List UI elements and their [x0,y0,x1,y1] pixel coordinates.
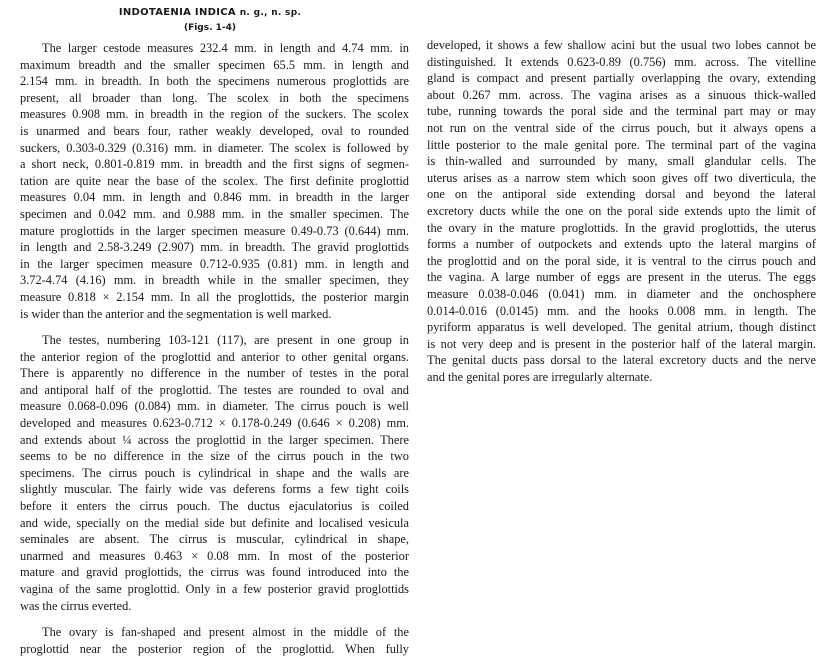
paragraph [427,37,816,385]
species-title [0,6,420,20]
text-line: 2.154 mm. in breadth. In both the specimens numerous proglottids are [20,74,409,89]
text-line: mature and gravid proglottids, the cirrus was found introduced into the [20,565,409,580]
text-line: and antiporal half of the proglottid. The testes are rounded to oval and [20,382,409,397]
text-line: proglottid near the posterior region of the proglottid. When fully [20,641,409,656]
text-line: The larger cestode measures 232.4 mm. in length and 4.74 mm. in [42,41,409,55]
text-line: little posterior to the male genital pore. The terminal part of the vagina [427,137,816,152]
text-line: gland is compact and present partially overlapping the ovary, extending [427,71,816,86]
text-line: There is apparently no difference in the number of testes in the poral [20,366,409,381]
text-line: measure 0.068-0.096 (0.084) mm. in diameter. The cirrus pouch is well [20,399,409,414]
left-text-column [20,40,409,667]
text-line: not run on the ventral side of the cirrus pouch, but it always opens a [427,120,816,135]
text-line: forms a number of outpockets and extends upto the lateral margins of [427,237,816,252]
text-line: developed, it shows a few shallow acini but the usual two lobes cannot be [427,38,816,52]
text-line: The ovary is fan-shaped and present almost in the middle of the [42,625,409,640]
text-line: and wide, specially on the medial side but definite and localised vesicula [20,515,409,530]
text-line: measures 0.04 mm. in length and 0.846 mm. in breadth in the larger [20,190,409,205]
text-line: 0.014-0.016 (0.0145) mm. and the hooks 0.008 mm. in length. The [427,303,816,318]
right-text-column [427,37,816,395]
figure-reference: (Figs. 1-4) [183,23,237,33]
text-line: specimens. The cirrus pouch is cylindrical in shape and the walls are [20,465,409,480]
text-line: seems to be no difference in the size of the cirrus pouch in the two [20,449,409,464]
text-line: in the larger specimen measure 0.712-0.935 (0.81) mm. in length and [20,256,409,271]
text-line: slightly muscular. The fairly wide vas deferens forms a few tight coils [20,482,409,497]
text-line: vagina of the same proglottid. Only in a few posterior gravid proglottids [20,582,409,596]
text-line: the anterior region of the proglottid and anterior to other genital organs. [20,349,409,364]
text-line: 3.72-4.74 (4.16) mm. in breadth while in the smaller specimen, they [20,273,409,288]
text-line: distinguished. It extends 0.623-0.89 (0.756) mm. across. The vitelline [427,54,816,69]
text-line: unarmed and measures 0.463 × 0.08 mm. In most of the posterior [20,548,409,563]
text-line: present, all broader than long. The scolex in both the specimens [20,90,409,105]
text-line: a short neck, 0.801-0.819 mm. in breadth and the first signs of segmen- [20,157,409,172]
text-line: about 0.267 mm. across. The vagina arises as a sinuous thick-walled [427,87,816,102]
text-line: excretory ducts while the one on the poral side extends upto the limit of [427,203,816,218]
text-line: in length and 2.58-3.249 (2.907) mm. in breadth. The gravid proglottids [20,240,409,255]
paragraph [20,332,409,614]
text-line: measures 0.908 mm. in breadth in the region of the suckers. The scolex [20,107,409,122]
species-name: INDOTAENIA INDICA [118,7,236,18]
text-line: seminales are absent. The cirrus is muscular, cylindrical in shape, [20,532,409,547]
text-line: suckers, 0.303-0.329 (0.316) mm. in diameter. The scolex is followed by [20,140,409,155]
text-line: measure 0.818 × 2.154 mm. In all the proglottids, the posterior margin [20,289,409,304]
text-line: is thin-walled and surrounded by many, small glandular cells. The [427,154,816,169]
text-line: The testes, numbering 103-121 (117), are present in one group in [42,333,409,348]
text-line: tube, running towards the poral side and the terminal part may or may [427,104,816,119]
text-line: was the cirrus everted. [20,598,132,613]
text-line: is unarmed and bears four, rather weakly developed, oval to rounded [20,123,409,138]
text-line: uterus arises as a narrow stem which soon gives off two diverticula, the [427,170,816,185]
text-line: developed and measures 0.623-0.712 × 0.178-0.249 (0.646 × 0.208) mm. [20,416,409,431]
text-line: is wider than the anterior and the segmentation is well marked. [20,306,332,321]
text-line: specimen and 0.042 mm. and 0.988 mm. in the smaller specimen. The [20,206,409,221]
text-line: mature proglottids in the larger specimen measure 0.49-0.73 (0.644) mm. [20,223,409,238]
text-line: the proglottid and on the poral side, it is ventral to the cirrus pouch and [427,253,816,268]
paragraph [20,624,409,657]
text-line: and the genital pores are irregularly alternate. [427,369,653,384]
text-line: The genital ducts pass dorsal to the lateral excretory ducts and the nerve [427,353,816,368]
text-line: tation are quite near the base of the scolex. The first definite proglottid [20,173,409,188]
text-line: pyriform apparatus is well developed. The genital atrium, though distinct [427,320,816,335]
paragraph [20,40,409,322]
text-line: one on the antiporal side extending dorsal and beyond the lateral [427,187,816,202]
text-line: before it enters the cirrus pouch. The ductus ejaculatorius is coiled [20,499,409,514]
article-header [0,6,420,35]
text-line: maximum breadth and the smaller specimen 65.5 mm. in length and [20,57,409,72]
species-designation: n. g., n. sp. [239,8,302,18]
text-line: the ovary in the mature proglottids. In the gravid proglottids, the uterus [427,220,816,235]
text-line: measure 0.038-0.046 (0.041) mm. in diameter and the onchosphere [427,286,816,301]
text-line: is not very deep and is present in the posterior half of the lateral margin. [427,336,816,351]
text-line: and extends about ¼ across the proglottid in the larger specimen. There [20,432,409,447]
text-line: the vagina. A large number of eggs are present in the uterus. The eggs [427,270,816,285]
